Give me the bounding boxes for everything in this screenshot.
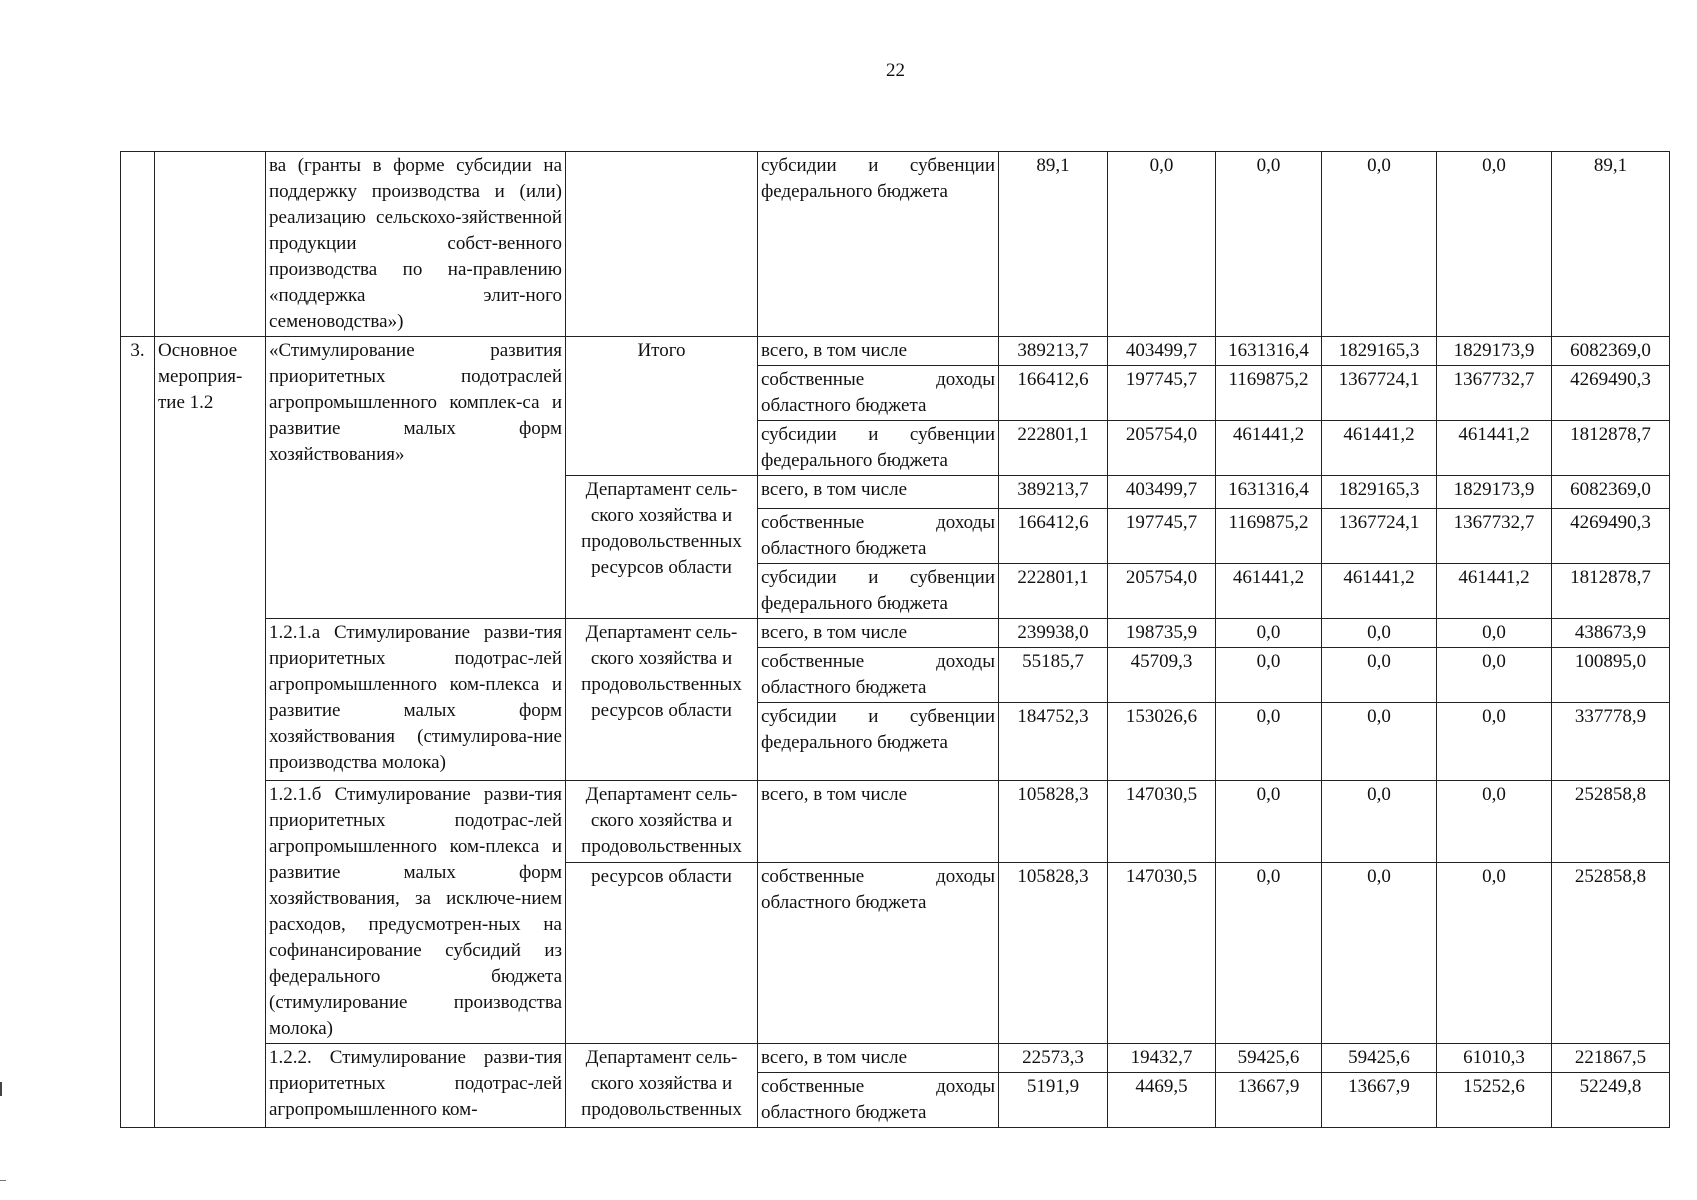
- cell-value: 461441,2: [1437, 421, 1552, 476]
- cell-value: 0,0: [1437, 862, 1552, 1043]
- table-row-121a-all: [121, 619, 1670, 648]
- cell-exec: Итого: [566, 337, 758, 476]
- cell-value: 45709,3: [1108, 648, 1216, 703]
- cell-value: 222801,1: [999, 564, 1108, 619]
- cell-value: 52249,8: [1552, 1073, 1670, 1128]
- cell-value: 0,0: [1322, 862, 1437, 1043]
- cell-value: 461441,2: [1216, 564, 1322, 619]
- cell-value: 403499,7: [1108, 476, 1216, 509]
- cell-source: субсидии и субвенции федерального бюджета: [758, 564, 999, 619]
- cell-value: 221867,5: [1552, 1044, 1670, 1073]
- cell-value: 461441,2: [1322, 564, 1437, 619]
- cell-value: 239938,0: [999, 619, 1108, 648]
- cell-value: 4269490,3: [1552, 366, 1670, 421]
- cell-name: [155, 152, 266, 337]
- cell-value: 5191,9: [999, 1073, 1108, 1128]
- cell-num: [121, 152, 155, 337]
- cell-value: 0,0: [1437, 152, 1552, 337]
- cell-value: 184752,3: [999, 703, 1108, 781]
- margin-mark: [0, 1180, 6, 1181]
- cell-value: 0,0: [1216, 703, 1322, 781]
- cell-value: 0,0: [1322, 648, 1437, 703]
- cell-source: всего, в том числе: [758, 619, 999, 648]
- cell-desc: 1.2.2. Стимулирование разви-тия приоритетных подотрас-лей агропромышленного ком-: [266, 1044, 566, 1128]
- cell-source: субсидии и субвенции федерального бюджета: [758, 152, 999, 337]
- cell-value: 1367732,7: [1437, 366, 1552, 421]
- cell-source: всего, в том числе: [758, 1044, 999, 1073]
- cell-value: 13667,9: [1322, 1073, 1437, 1128]
- cell-source: собственные доходы областного бюджета: [758, 1073, 999, 1128]
- cell-source: субсидии и субвенции федерального бюджета: [758, 703, 999, 781]
- cell-name: Основное мероприя-тие 1.2: [155, 337, 266, 1128]
- cell-desc: «Стимулирование развития приоритетных подотраслей агропромышленного комплек-са и развитие малых форм хозяйствования»: [266, 337, 566, 619]
- cell-value: 1367724,1: [1322, 366, 1437, 421]
- cell-value: 403499,7: [1108, 337, 1216, 366]
- cell-value: 0,0: [1216, 648, 1322, 703]
- cell-value: 389213,7: [999, 337, 1108, 366]
- table-row-122-all: [121, 1044, 1670, 1073]
- budget-table: [120, 151, 1670, 1128]
- cell-value: 55185,7: [999, 648, 1108, 703]
- cell-value: 4469,5: [1108, 1073, 1216, 1128]
- cell-value: 6082369,0: [1552, 476, 1670, 509]
- cell-value: 0,0: [1437, 648, 1552, 703]
- cell-value: 0,0: [1437, 781, 1552, 863]
- cell-value: 6082369,0: [1552, 337, 1670, 366]
- cell-value: 197745,7: [1108, 509, 1216, 564]
- table-row-continuation: [121, 152, 1670, 337]
- cell-desc: 1.2.1.а Стимулирование разви-тия приоритетных подотрас-лей агропромышленного ком-плекса и развитие малых форм хозяйствования (стимулирова-ние производства молока): [266, 619, 566, 781]
- cell-value: 1169875,2: [1216, 366, 1322, 421]
- cell-value: 19432,7: [1108, 1044, 1216, 1073]
- cell-value: 59425,6: [1216, 1044, 1322, 1073]
- cell-source: собственные доходы областного бюджета: [758, 862, 999, 1043]
- cell-value: 0,0: [1322, 781, 1437, 863]
- cell-num: 3.: [121, 337, 155, 1128]
- cell-value: 461441,2: [1216, 421, 1322, 476]
- cell-value: 1631316,4: [1216, 337, 1322, 366]
- cell-value: 337778,9: [1552, 703, 1670, 781]
- cell-value: 89,1: [1552, 152, 1670, 337]
- cell-value: 438673,9: [1552, 619, 1670, 648]
- cell-value: 1812878,7: [1552, 564, 1670, 619]
- cell-source: всего, в том числе: [758, 337, 999, 366]
- cell-value: 389213,7: [999, 476, 1108, 509]
- page-number: 22: [886, 60, 905, 81]
- cell-value: 153026,6: [1108, 703, 1216, 781]
- cell-exec: [566, 152, 758, 337]
- cell-value: 1829165,3: [1322, 476, 1437, 509]
- cell-value: 198735,9: [1108, 619, 1216, 648]
- cell-value: 147030,5: [1108, 781, 1216, 863]
- cell-desc: ва (гранты в форме субсидии на поддержку производства и (или) реализацию сельскохо-зяйственной продукции собст-венного производства по на-правлению «поддержка элит-ного семеноводства»): [266, 152, 566, 337]
- cell-value: 166412,6: [999, 366, 1108, 421]
- cell-value: 1367724,1: [1322, 509, 1437, 564]
- cell-value: 59425,6: [1322, 1044, 1437, 1073]
- cell-exec: ресурсов области: [566, 862, 758, 1043]
- cell-value: 461441,2: [1322, 421, 1437, 476]
- cell-exec: Департамент сель-ского хозяйства и продовольственных ресурсов области: [566, 476, 758, 619]
- cell-value: 13667,9: [1216, 1073, 1322, 1128]
- cell-value: 1829165,3: [1322, 337, 1437, 366]
- cell-source: всего, в том числе: [758, 781, 999, 863]
- cell-value: 22573,3: [999, 1044, 1108, 1073]
- cell-value: 1169875,2: [1216, 509, 1322, 564]
- margin-mark: [0, 1082, 5, 1096]
- cell-source: собственные доходы областного бюджета: [758, 648, 999, 703]
- cell-value: 0,0: [1216, 619, 1322, 648]
- cell-value: 147030,5: [1108, 862, 1216, 1043]
- cell-source: всего, в том числе: [758, 476, 999, 509]
- cell-value: 1631316,4: [1216, 476, 1322, 509]
- cell-value: 1829173,9: [1437, 476, 1552, 509]
- cell-source: собственные доходы областного бюджета: [758, 509, 999, 564]
- cell-value: 105828,3: [999, 862, 1108, 1043]
- cell-value: 0,0: [1322, 703, 1437, 781]
- cell-value: 205754,0: [1108, 564, 1216, 619]
- cell-value: 0,0: [1216, 781, 1322, 863]
- cell-value: 0,0: [1322, 152, 1437, 337]
- cell-value: 1367732,7: [1437, 509, 1552, 564]
- cell-value: 1812878,7: [1552, 421, 1670, 476]
- cell-source: собственные доходы областного бюджета: [758, 366, 999, 421]
- cell-value: 252858,8: [1552, 781, 1670, 863]
- cell-desc: 1.2.1.б Стимулирование разви-тия приоритетных подотрас-лей агропромышленного ком-плекса и развитие малых форм хозяйствования, за исключе-нием расходов, предусмотрен-ных на софинансирование субсидий из федерального бюджета (стимулирование производства молока): [266, 781, 566, 1044]
- cell-value: 0,0: [1216, 862, 1322, 1043]
- cell-value: 89,1: [999, 152, 1108, 337]
- cell-exec: Департамент сель-ского хозяйства и продовольственных ресурсов области: [566, 619, 758, 781]
- cell-value: 461441,2: [1437, 564, 1552, 619]
- cell-value: 1829173,9: [1437, 337, 1552, 366]
- cell-value: 105828,3: [999, 781, 1108, 863]
- cell-value: 252858,8: [1552, 862, 1670, 1043]
- cell-value: 0,0: [1216, 152, 1322, 337]
- cell-source: субсидии и субвенции федерального бюджета: [758, 421, 999, 476]
- cell-value: 15252,6: [1437, 1073, 1552, 1128]
- cell-value: 222801,1: [999, 421, 1108, 476]
- cell-value: 100895,0: [1552, 648, 1670, 703]
- table-row-121b-all: [121, 781, 1670, 863]
- cell-value: 0,0: [1322, 619, 1437, 648]
- cell-value: 166412,6: [999, 509, 1108, 564]
- cell-value: 0,0: [1437, 703, 1552, 781]
- cell-value: 4269490,3: [1552, 509, 1670, 564]
- cell-exec: Департамент сель-ского хозяйства и продовольственных: [566, 1044, 758, 1128]
- cell-value: 205754,0: [1108, 421, 1216, 476]
- cell-exec: Департамент сель-ского хозяйства и продовольственных: [566, 781, 758, 863]
- cell-value: 61010,3: [1437, 1044, 1552, 1073]
- cell-value: 0,0: [1108, 152, 1216, 337]
- cell-value: 197745,7: [1108, 366, 1216, 421]
- cell-value: 0,0: [1437, 619, 1552, 648]
- table-row-m12-total-all: [121, 337, 1670, 366]
